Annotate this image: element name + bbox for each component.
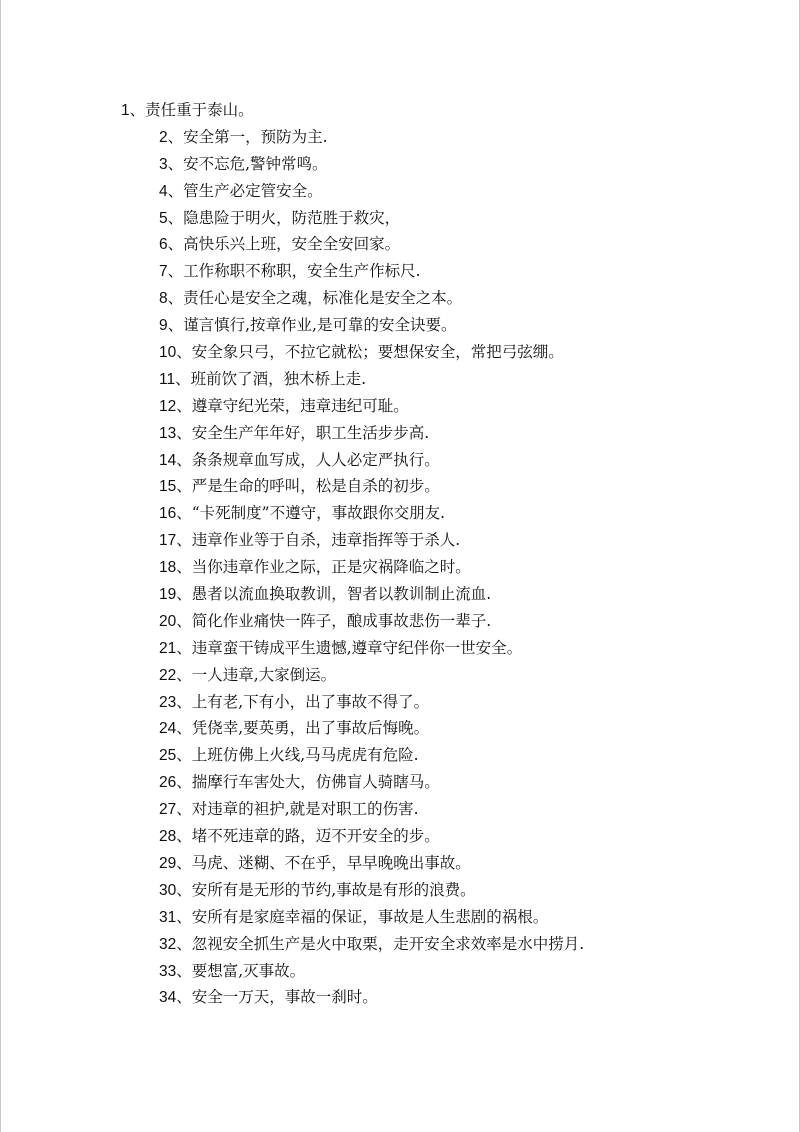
item-number: 32 <box>159 935 177 953</box>
item-number: 24 <box>159 720 177 738</box>
item-text: 、隐患险于明火，防范胜于救灾， <box>167 208 401 227</box>
list-item <box>0 231 800 258</box>
item-text: 、遵章守纪光荣，违章违纪可耻。 <box>176 396 409 415</box>
item-text: 、谨言慎行,按章作业,是可靠的安全诀要。 <box>167 316 457 335</box>
item-text: 、责任重于泰山。 <box>129 101 254 119</box>
item-text: 、安不忘危,警钟常鸣。 <box>167 154 328 173</box>
list-item <box>0 366 800 393</box>
item-text: 、凭侥幸,要英勇，出了事故后悔晚。 <box>176 719 430 738</box>
list-item <box>0 931 800 958</box>
item-text: 、违章作业等于自杀，违章指挥等于杀人. <box>176 531 461 550</box>
item-text: 、“卡死制度”不遵守，事故跟你交朋友. <box>176 504 446 523</box>
item-text: 、马虎、迷糊、不在乎，早早晚晚出事故。 <box>176 853 471 872</box>
item-text: 、班前饮了酒，独木桥上走. <box>175 369 367 388</box>
item-number: 3 <box>159 155 168 173</box>
item-text: 、安全一万天，事故一刹时。 <box>176 988 378 1007</box>
item-number: 23 <box>159 693 177 711</box>
item-text: 、忽视安全抓生产是火中取栗，走开安全求效率是水中捞月. <box>176 934 585 953</box>
item-text: 、高快乐兴上班，安全全安回家。 <box>167 235 401 254</box>
list-item <box>0 904 800 931</box>
item-text: 、严是生命的呼叫，松是自杀的初步。 <box>176 477 440 496</box>
list-item <box>0 877 800 904</box>
list-item <box>0 554 800 581</box>
item-text: 、堵不死违章的路，迈不开安全的步。 <box>176 827 440 846</box>
list-item <box>0 635 800 662</box>
list-item <box>0 178 800 205</box>
item-number: 11 <box>159 370 176 388</box>
item-text: 、上有老,下有小，出了事故不得了。 <box>176 692 430 711</box>
item-number: 7 <box>159 263 168 281</box>
item-number: 4 <box>159 182 168 200</box>
item-text: 、工作称职不称职，安全生产作标尺. <box>167 262 421 281</box>
list-item <box>0 97 800 124</box>
list-item <box>0 339 800 366</box>
list-item <box>0 715 800 742</box>
list-item <box>0 850 800 877</box>
list-item <box>0 447 800 474</box>
item-text: 、简化作业痛快一阵子，酿成事故悲伤一辈子. <box>176 611 492 630</box>
item-number: 15 <box>159 478 177 496</box>
item-text: 、揣摩行车害处大，仿佛盲人骑瞎马。 <box>176 773 440 792</box>
list-item <box>0 420 800 447</box>
item-number: 5 <box>159 209 168 227</box>
item-number: 20 <box>159 612 177 630</box>
item-number: 2 <box>159 128 168 146</box>
item-number: 1 <box>121 102 130 119</box>
item-number: 30 <box>159 881 177 899</box>
item-text: 、对违章的袒护,就是对职工的伤害. <box>176 800 419 819</box>
item-number: 28 <box>159 828 177 846</box>
list-item <box>0 500 800 527</box>
item-number: 19 <box>159 586 177 604</box>
list-item <box>0 124 800 151</box>
item-text: 、上班仿佛上火线,马马虎虎有危险. <box>176 746 419 765</box>
item-text: 、愚者以流血换取教训，智者以教训制止流血. <box>176 585 492 604</box>
item-text: 、安全第一，预防为主. <box>167 127 328 146</box>
list-item <box>0 796 800 823</box>
item-text: 、安全象只弓，不拉它就松；要想保安全，常把弓弦绷。 <box>176 343 564 362</box>
list-item <box>0 473 800 500</box>
item-number: 10 <box>159 344 177 362</box>
list-item <box>0 393 800 420</box>
item-number: 17 <box>159 532 177 550</box>
item-text: 、责任心是安全之魂，标准化是安全之本。 <box>167 289 463 308</box>
item-number: 21 <box>159 639 177 657</box>
item-text: 、管生产必定管安全。 <box>167 181 323 200</box>
item-number: 33 <box>159 962 177 980</box>
list-item <box>0 608 800 635</box>
item-number: 22 <box>159 666 177 684</box>
item-number: 13 <box>159 424 177 442</box>
item-number: 18 <box>159 559 177 577</box>
list-item <box>0 285 800 312</box>
list-item <box>0 151 800 178</box>
list-item <box>0 258 800 285</box>
item-text: 、要想富,灭事故。 <box>176 961 306 980</box>
item-number: 12 <box>159 397 177 415</box>
item-number: 27 <box>159 801 177 819</box>
list-item <box>0 769 800 796</box>
item-number: 31 <box>159 908 177 926</box>
list-item <box>0 689 800 716</box>
item-number: 16 <box>159 505 177 523</box>
item-number: 29 <box>159 854 177 872</box>
safety-slogan-list <box>0 97 800 1011</box>
item-number: 25 <box>159 747 177 765</box>
list-item <box>0 312 800 339</box>
list-item <box>0 581 800 608</box>
item-number: 26 <box>159 774 177 792</box>
item-text: 、违章蛮干铸成平生遗憾,遵章守纪伴你一世安全。 <box>176 638 523 657</box>
item-text: 、安所有是家庭幸福的保证，事故是人生悲剧的祸根。 <box>176 907 549 926</box>
list-item <box>0 662 800 689</box>
item-number: 8 <box>159 290 168 308</box>
list-item <box>0 205 800 232</box>
item-text: 、安全生产年年好，职工生活步步高. <box>176 423 430 442</box>
item-number: 6 <box>159 236 168 254</box>
item-number: 9 <box>159 317 168 335</box>
list-item <box>0 984 800 1011</box>
list-item <box>0 527 800 554</box>
list-item <box>0 958 800 985</box>
list-item <box>0 742 800 769</box>
item-text: 、当你违章作业之际，正是灾祸降临之时。 <box>176 558 471 577</box>
item-text: 、安所有是无形的节约,事故是有形的浪费。 <box>176 880 476 899</box>
item-text: 、条条规章血写成，人人必定严执行。 <box>176 450 440 469</box>
item-text: 、一人违章,大家倒运。 <box>176 665 337 684</box>
item-number: 34 <box>159 989 177 1007</box>
list-item <box>0 823 800 850</box>
item-number: 14 <box>159 451 177 469</box>
